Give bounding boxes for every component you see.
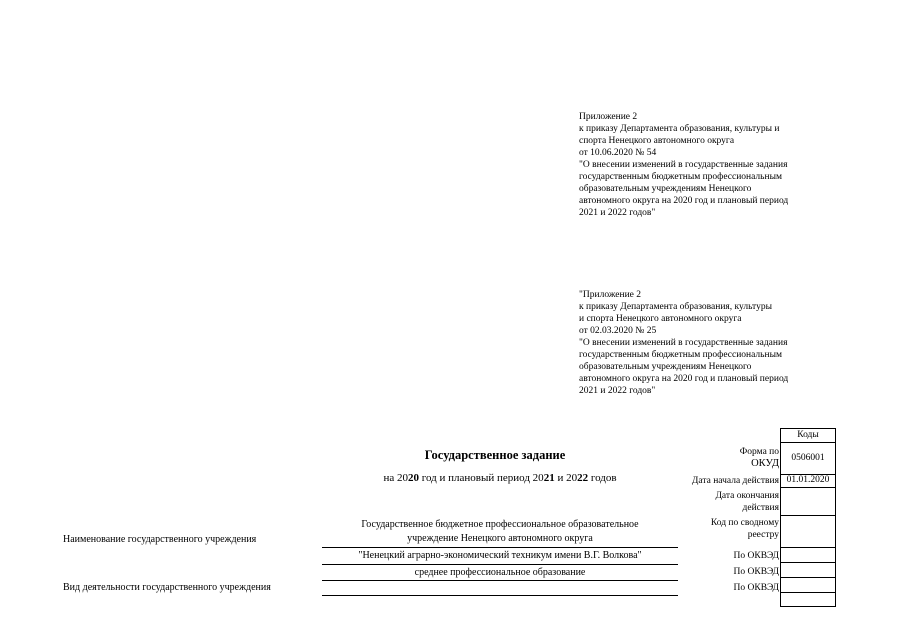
registry-code-cell[interactable] [780, 515, 836, 548]
end-date-label-line-2: действия [742, 503, 779, 513]
registry-label [711, 517, 779, 541]
appendix-line: автономного округа на 2020 год и плановый период [579, 196, 789, 206]
appendix-previous [579, 289, 788, 397]
document-title: Государственное задание [424, 448, 566, 462]
start-date-label: Дата начала действия [691, 476, 779, 486]
institution-name-line-2: учреждение Ненецкого автономного округа [407, 533, 593, 544]
appendix-line: Приложение 2 [579, 112, 638, 122]
appendix-line: "Приложение 2 [579, 290, 641, 300]
okved-label-2: По ОКВЭД [733, 567, 779, 577]
period-prefix: на 20 [383, 472, 408, 484]
appendix-line: образовательным учреждениям Ненецкого [579, 362, 752, 372]
activity-underline [322, 595, 678, 596]
appendix-line: автономного округа на 2020 год и плановый период [579, 374, 789, 384]
appendix-line: образовательным учреждениям Ненецкого [579, 184, 752, 194]
period-year-main: 20 [407, 472, 419, 484]
period-mid-2: и 20 [554, 472, 578, 484]
okved-label-1: По ОКВЭД [733, 551, 779, 561]
form-label [740, 446, 779, 470]
appendix-current [579, 111, 788, 219]
appendix-line: 2021 и 2022 годов" [579, 208, 656, 218]
institution-underline-2 [322, 564, 678, 565]
codes-table [780, 428, 836, 608]
appendix-line: от 10.06.2020 № 54 [579, 148, 657, 158]
period-year-3: 22 [577, 472, 589, 484]
institution-label: Наименование государственного учреждения [63, 534, 257, 545]
period-mid-1: год и плановый период 20 [418, 472, 544, 484]
education-level: среднее профессиональное образование [414, 567, 586, 578]
okved-cell-3[interactable] [780, 577, 836, 593]
appendix-line: к приказу Департамента образования, культуры и [579, 124, 780, 134]
okved-cell-1[interactable] [780, 547, 836, 563]
end-date-label-line-1: Дата окончания [715, 491, 779, 501]
codes-header: Коды [780, 428, 836, 443]
appendix-line: 2021 и 2022 годов" [579, 386, 656, 396]
okved-cell-2[interactable] [780, 562, 836, 578]
period-year-2: 21 [543, 472, 555, 484]
period-suffix: годов [588, 472, 617, 484]
okved-label-3: По ОКВЭД [733, 583, 779, 593]
appendix-line: государственным бюджетным профессиональным [579, 350, 782, 360]
period-subtitle [322, 472, 678, 484]
appendix-line: от 02.03.2020 № 25 [579, 326, 657, 336]
extra-code-cell[interactable] [780, 592, 836, 607]
activity-label: Вид деятельности государственного учреждения [63, 582, 271, 593]
appendix-line: государственным бюджетным профессиональным [579, 172, 782, 182]
appendix-line: "О внесении изменений в государственные задания [579, 338, 788, 348]
form-code-cell[interactable]: 0506001 [780, 442, 836, 475]
form-label-line-1: Форма по [739, 447, 779, 457]
appendix-line: и спорта Ненецкого автономного округа [579, 314, 742, 324]
appendix-line: спорта Ненецкого автономного округа [579, 136, 735, 146]
institution-underline [322, 547, 678, 548]
registry-label-line-1: Код по сводному [710, 518, 779, 528]
institution-name-line-1: Государственное бюджетное профессиональное образовательное [361, 519, 639, 530]
start-date-cell[interactable]: 01.01.2020 [780, 473, 836, 488]
institution-name-line-3: "Ненецкий аграрно-экономический техникум имени В.Г. Волкова" [358, 550, 642, 561]
education-underline [322, 580, 678, 581]
form-label-line-2: ОКУД [751, 458, 779, 469]
appendix-line: к приказу Департамента образования, культуры [579, 302, 772, 312]
registry-label-line-2: реестру [747, 530, 779, 540]
appendix-line: "О внесении изменений в государственные задания [579, 160, 788, 170]
end-date-label [715, 490, 779, 514]
end-date-cell[interactable] [780, 487, 836, 516]
